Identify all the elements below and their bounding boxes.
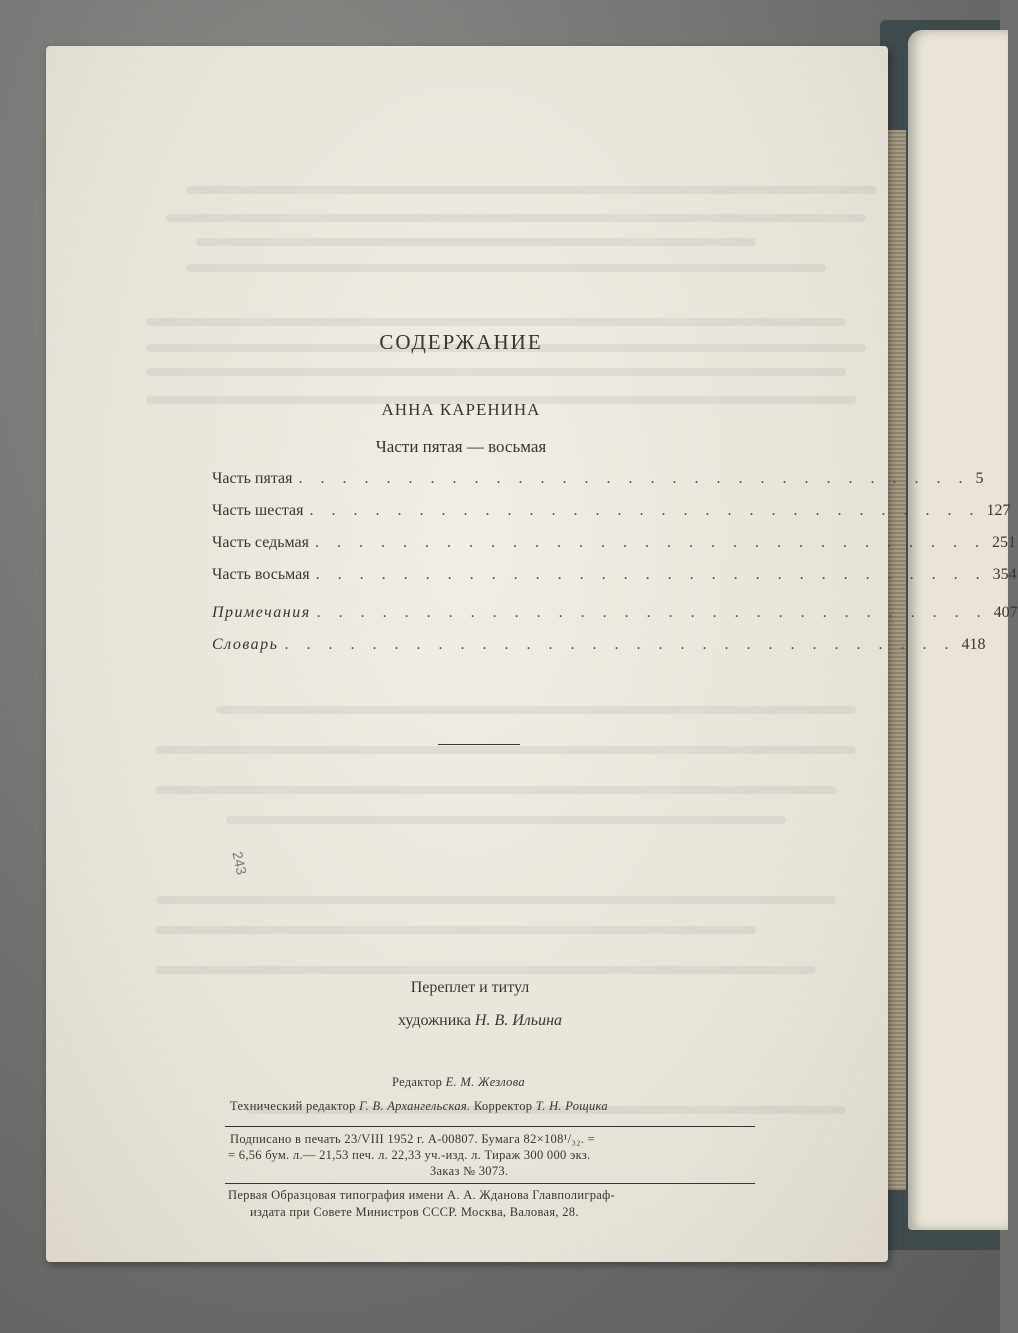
corrector-label: Корректор: [473, 1099, 533, 1113]
imprint-print-data: Подписано в печать 23/VIII 1952 г. А-00807. Бумага 82×108¹/₃₂. =: [230, 1132, 595, 1146]
toc-entry: [212, 534, 1016, 566]
imprint-editor: [392, 1075, 525, 1090]
show-through-line: [156, 786, 836, 794]
corrector-name: Т. Н. Рощика: [535, 1099, 608, 1113]
show-through-line: [146, 318, 846, 326]
toc-leader-dots: . . . . . . . . . . . . . . . . . . . . . . . . . . . . . . .: [309, 502, 981, 519]
show-through-line: [156, 966, 816, 974]
imprint-staff: [230, 1099, 608, 1114]
toc-entry-page: 5: [975, 470, 984, 487]
show-through-line: [216, 706, 856, 714]
toc-entry: [212, 636, 986, 668]
show-through-line: [196, 238, 756, 246]
toc-leader-dots: . . . . . . . . . . . . . . . . . . . . . . . . . . . . . . .: [315, 566, 987, 583]
toc-entry: [212, 604, 1018, 636]
imprint-printer: Первая Образцовая типография имени А. А. Жданова Главполиграф-: [228, 1188, 616, 1202]
show-through-line: [156, 896, 836, 904]
contents-heading: СОДЕРЖАНИЕ: [379, 330, 543, 354]
toc-entry: [212, 470, 984, 502]
show-through-line: [166, 214, 866, 222]
toc-entry-label: Словарь: [212, 636, 279, 653]
toc-entry-label: Часть шестая: [212, 502, 304, 519]
tech-editor-label: Технический редактор: [230, 1099, 356, 1113]
show-through-line: [156, 926, 756, 934]
table-of-contents: [212, 470, 1018, 668]
toc-entry-page: 251: [992, 534, 1016, 551]
toc-entry-label: Примечания: [212, 604, 311, 621]
credits-artist-line: [0, 1012, 960, 1030]
toc-entry-page: 127: [986, 502, 1011, 519]
credits-artist-name: Н. В. Ильина: [474, 1012, 562, 1029]
imprint-rule: [225, 1183, 755, 1184]
credits-line: Переплет и титул: [410, 979, 530, 996]
pencil-mark: 243: [229, 849, 250, 877]
toc-entry-page: 407: [993, 604, 1018, 621]
toc-leader-dots: . . . . . . . . . . . . . . . . . . . . . . . . . . . . . . .: [316, 604, 988, 621]
facing-page-edge: [908, 30, 1011, 1230]
toc-leader-dots: . . . . . . . . . . . . . . . . . . . . . . . . . . . . . . .: [298, 470, 970, 487]
section-divider: [438, 744, 520, 745]
toc-leader-dots: . . . . . . . . . . . . . . . . . . . . . . . . . . . . . . .: [315, 534, 986, 551]
imprint-order: Заказ № 3073.: [430, 1164, 509, 1178]
show-through-line: [226, 816, 786, 824]
parts-subtitle: Части пятая — восьмая: [375, 437, 547, 456]
show-through-line: [186, 186, 876, 194]
editor-name: Е. М. Жезлова: [445, 1075, 525, 1089]
imprint-printer: издата при Совете Министров СССР. Москва, Валовая, 28.: [250, 1205, 579, 1219]
imprint-print-data: = 6,56 бум. л.— 21,53 печ. л. 22,33 уч.-изд. л. Тираж 300 000 экз.: [228, 1148, 591, 1162]
toc-leader-dots: . . . . . . . . . . . . . . . . . . . . . . . . . . . . . . .: [284, 636, 956, 653]
show-through-line: [146, 368, 846, 376]
toc-entry-page: 354: [992, 566, 1017, 583]
toc-entry-label: Часть восьмая: [212, 566, 310, 583]
toc-entry: [212, 566, 1017, 598]
toc-entry-label: Часть пятая: [212, 470, 293, 487]
toc-entry-label: Часть седьмая: [212, 534, 309, 551]
show-through-line: [156, 746, 856, 754]
work-title: АННА КАРЕНИНА: [381, 400, 541, 419]
tech-editor-name: Г. В. Архангельская.: [359, 1099, 471, 1113]
toc-entry-page: 418: [961, 636, 986, 653]
imprint-rule: [225, 1126, 755, 1127]
editor-label: Редактор: [392, 1075, 443, 1089]
credits-artist-prefix: художника: [397, 1012, 471, 1029]
show-through-line: [186, 264, 826, 272]
toc-entry: [212, 502, 1011, 534]
